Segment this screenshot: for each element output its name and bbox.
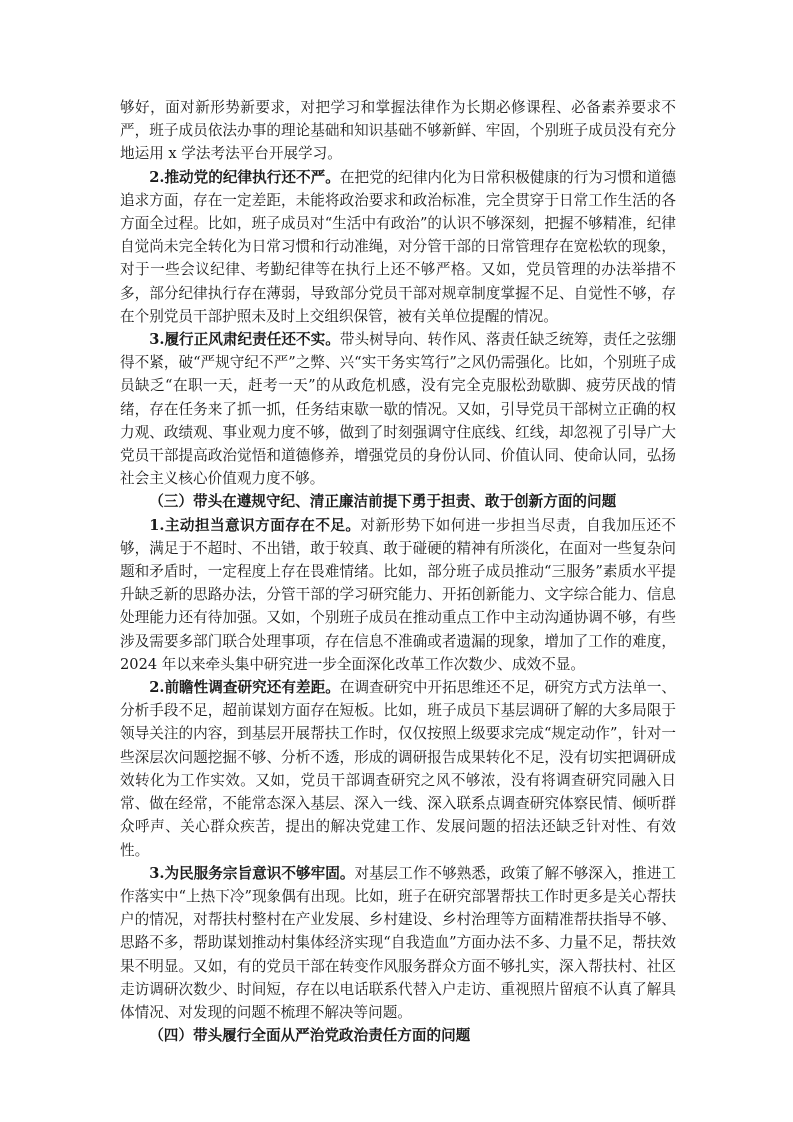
paragraph-discipline-execution [120,166,676,328]
paragraph-initiative [120,514,676,676]
section-heading-4: （四）带头履行全面从严治党政治责任方面的问题 [149,1027,471,1045]
paragraph-service [120,862,676,1024]
section-heading-3: （三）带头在遵规守纪、清正廉洁前提下勇于担责、敢于创新方面的问题 [149,493,617,511]
paragraph-conduct-responsibility [120,328,676,490]
paragraph-text: 在把党的纪律内化为日常积极健康的行为习惯和道德追求方面，存在一定差距，未能将政治要求和政治标准，完全贯穿于日常工作生活的各方面全过程。比如，班子成员对“生活中有政治”的认识不够深刻，把握不够精准，纪律自觉尚未完全转化为日常习惯和行动准绳，对分管干部的日常管理存在宽松软的现象，对于一些会议纪律、考勤纪律等在执行上还不够严格。又如，党员管理的办法举措不多，部分纪律执行存在薄弱，导致部分党员干部对规章制度掌握不足、自觉性不够，存在个别党员干部护照未及时上交组织保管，被有关单位提醒的情况。 [120,168,676,325]
paragraph-lead: 1.主动担当意识方面存在不足。 [149,516,361,534]
paragraph-text: 对基层工作不够熟悉，政策了解不够深入，推进工作落实中“上热下冷”现象偶有出现。比如，班子在研究部署帮扶工作时更多是关心帮扶户的情况，对帮扶村整村在产业发展、乡村建设、乡村治理等方面精准帮扶指导不够、思路不多，帮助谋划推动村集体经济实现“自我造血”方面办法不多、力量不足，帮扶效果不明显。又如，有的党员干部在转变作风服务群众方面不够扎实，深入帮扶村、社区走访调研次数少、时间短，存在以电话联系代替入户走访、重视照片留痕不认真了解具体情况、对发现的问题不梳理不解决等问题。 [120,864,676,1021]
paragraph-research [120,676,676,862]
paragraph-text: 在调查研究中开拓思维还不足，研究方式方法单一、分析手段不足，超前谋划方面存在短板。比如，班子成员下基层调研了解的大多局限于领导关注的内容，到基层开展帮扶工作时，仅仅按照上级要求完成“规定动作”，针对一些深层次问题挖掘不够、分析不透，形成的调研报告成果转化不足，没有切实把调研成效转化为工作实效。又如，党员干部调查研究之风不够浓，没有将调查研究同融入日常、做在经常，不能常态深入基层、深入一线、深入联系点调查研究体察民情、倾听群众呼声、关心群众疾苦，提出的解决党建工作、发展问题的招法还缺乏针对性、有效性。 [120,679,676,859]
paragraph-text: 带头树导向、转作风、落责任缺乏统筹，责任之弦绷得不紧，破“严规守纪不严”之弊、兴“实干务实笃行”之风仍需强化。比如，个别班子成员缺乏“在职一天，赶考一天”的从政危机感，没有完全克服松劲歇脚、疲劳厌战的情绪，存在任务来了抓一抓，任务结束歇一歇的情况。又如，引导党员干部树立正确的权力观、政绩观、事业观力度不够，做到了时刻强调守住底线、红线，却忽视了引导广大党员干部提高政治觉悟和道德修养，增强党员的身份认同、价值认同、使命认同，弘扬社会主义核心价值观力度不够。 [120,331,676,488]
paragraph-continuation [120,96,676,166]
document-page [120,96,676,1047]
paragraph-lead: 2.推动党的纪律执行还不严。 [149,168,340,186]
paragraph-lead: 3.履行正风肃纪责任还不实。 [149,331,340,349]
paragraph-text: 够好，面对新形势新要求，对把学习和掌握法律作为长期必修课程、必备素养要求不严，班子成员依法办事的理论基础和知识基础不够新鲜、牢固，个别班子成员没有充分地运用 x 学法考法平台开展学习。 [120,99,676,163]
paragraph-lead: 3.为民服务宗旨意识不够牢固。 [149,864,355,882]
paragraph-lead: 2.前瞻性调查研究还有差距。 [149,679,340,697]
paragraph-text: 对新形势下如何进一步担当尽责，自我加压还不够，满足于不超时、不出错，敢于较真、敢于碰硬的精神有所淡化，在面对一些复杂问题和矛盾时，一定程度上存在畏难情绪。比如，部分班子成员推动“三服务”素质水平提升缺乏新的思路办法，分管干部的学习研究能力、开拓创新能力、文字综合能力、信息处理能力还有待加强。又如，个别班子成员在推动重点工作中主动沟通协调不够，有些涉及需要多部门联合处理事项，存在信息不准确或者遗漏的现象，增加了工作的难度，2024 年以来牵头集中研究进一步全面深化改革工作次数少、成效不显。 [120,516,676,673]
